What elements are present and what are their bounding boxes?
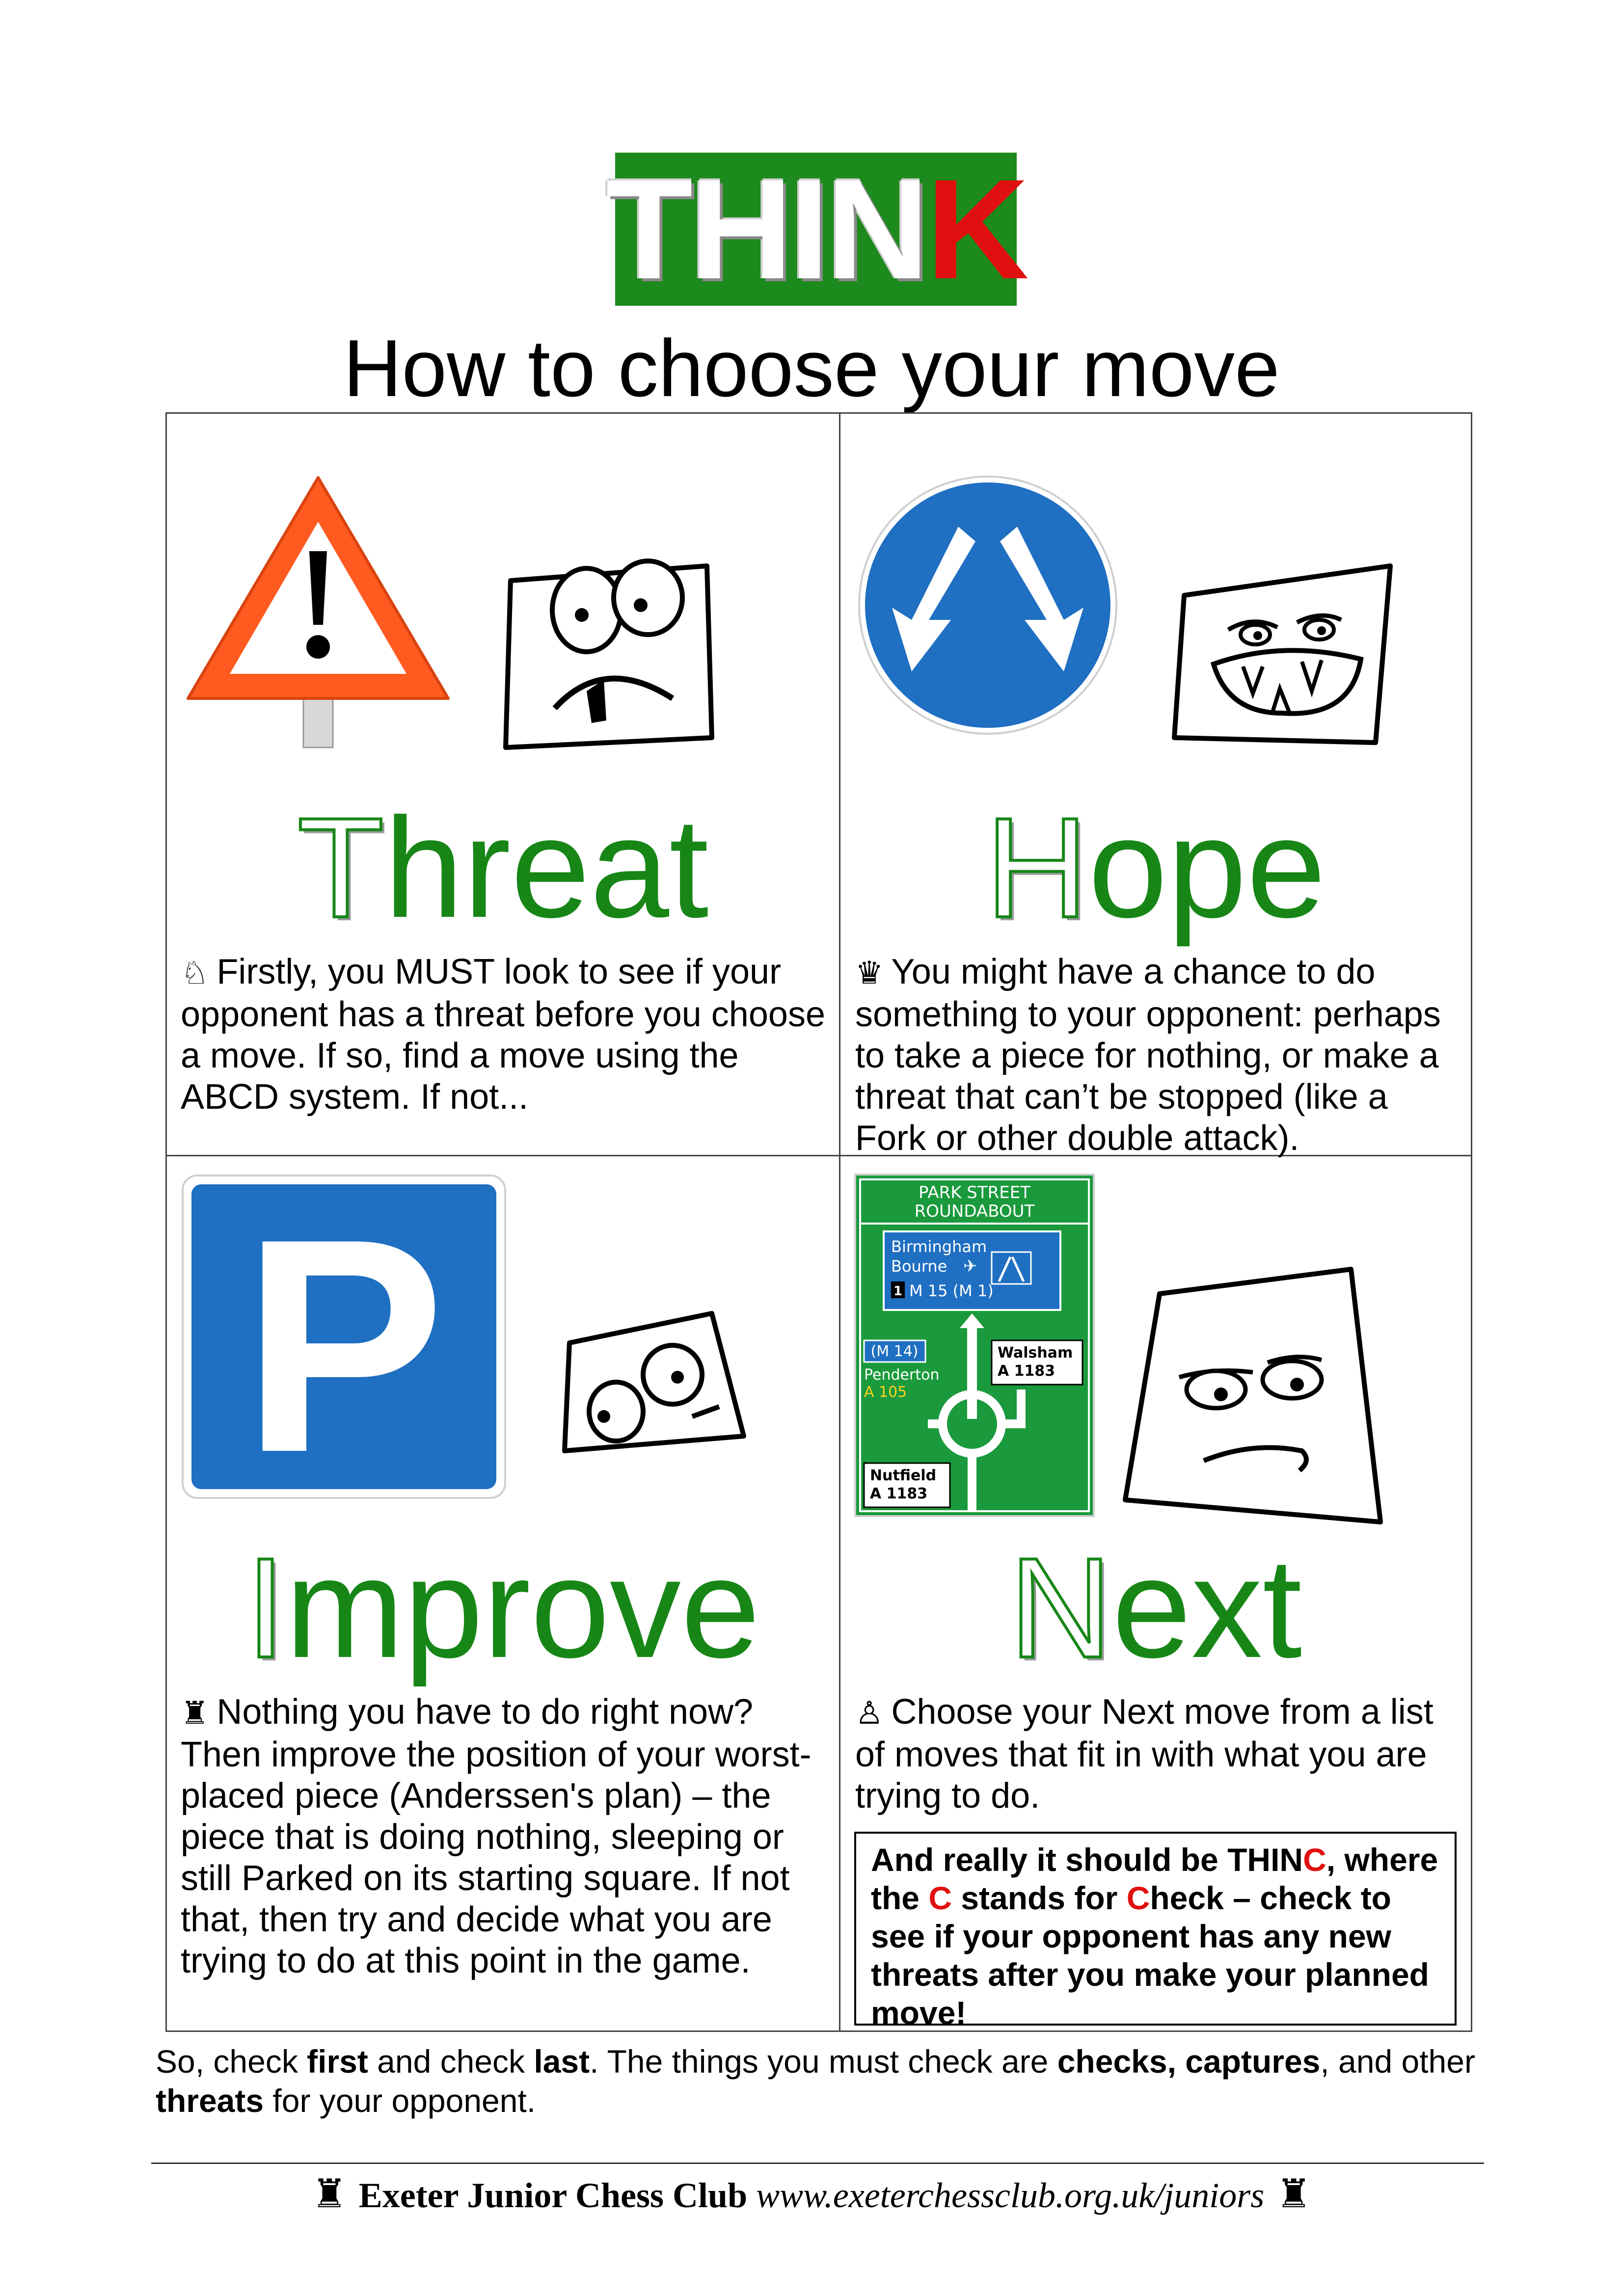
road-direction-sign-icon: [854, 1174, 1095, 1517]
sign-header-line2: ROUNDABOUT: [914, 1201, 1035, 1221]
summary-bold-threats: threats: [156, 2082, 264, 2119]
club-name: Exeter Junior Chess Club: [358, 2176, 748, 2215]
next-text: Choose your Next move from a list of moves that fit in with what you are trying to do.: [855, 1692, 1434, 1815]
callout-text-2: , where the: [871, 1842, 1438, 1916]
summary-part: So, check: [156, 2043, 307, 2080]
sign-route-number: 1: [893, 1284, 903, 1299]
section-initial: N: [1009, 1528, 1112, 1687]
logo-text: [606, 150, 1027, 309]
improve-text: Nothing you have to do right now? Then improve the position of your worst-placed piece (Anderssen's plan) – the piece that is doing nothing, sleeping or still Parked on its starting square. If not that, then try and decide what you are trying to do at this point in the game.: [181, 1692, 812, 1980]
sign-dest-penderton: Penderton: [864, 1366, 940, 1384]
summary-part: , and other: [1320, 2043, 1475, 2080]
callout-red-c-1: C: [1303, 1842, 1326, 1878]
callout-red-c-3: C: [1126, 1880, 1150, 1916]
queen-icon: ♛: [855, 955, 884, 991]
rook-icon: ♜: [181, 1695, 209, 1732]
summary-bold-first: first: [307, 2043, 368, 2080]
summary-paragraph: [156, 2042, 1481, 2120]
grinning-face-doodle: [1155, 556, 1410, 762]
cell-hope: [840, 414, 1471, 1158]
club-footer: [0, 2172, 1623, 2217]
summary-part: and check: [368, 2043, 534, 2080]
sign-route-m15: M 15 (M 1): [909, 1281, 994, 1300]
hope-description: [855, 951, 1464, 1159]
keep-left-right-sign-icon: [855, 473, 1120, 738]
threat-text: Firstly, you MUST look to see if your opponent has a threat before you choose a move. If so, find a move using the ABCD system. If not...: [181, 952, 825, 1117]
logo-main: THIN: [606, 150, 926, 309]
next-description: [855, 1691, 1464, 1816]
section-initial: H: [985, 788, 1088, 947]
thinking-face-doodle: [1106, 1255, 1420, 1529]
sleepy-face-doodle: [550, 1304, 756, 1466]
threat-description: [181, 951, 829, 1118]
sign-dest-birmingham: Birmingham: [891, 1237, 987, 1256]
callout-red-c-2: C: [928, 1880, 952, 1916]
airport-icon: ✈: [963, 1256, 977, 1276]
callout-text-1: And really it should be THIN: [871, 1842, 1303, 1878]
sign-header-line1: PARK STREET: [918, 1183, 1031, 1202]
cell-threat: [167, 414, 839, 1155]
section-word-improve: [167, 1528, 839, 1687]
section-rest: hreat: [384, 788, 709, 947]
think-grid: [165, 412, 1472, 2032]
summary-part: . The things you must check are: [590, 2043, 1057, 2080]
callout-text-3: stands for: [952, 1880, 1127, 1916]
page-subtitle: How to choose your move: [343, 323, 1280, 413]
cell-improve: [167, 1156, 839, 2030]
sign-route-a1183-right: A 1183: [998, 1362, 1055, 1380]
section-initial: I: [245, 1528, 286, 1687]
improve-description: [181, 1691, 819, 1981]
rook-icon-left: ♜: [311, 2171, 347, 2216]
rook-icon-right: ♜: [1276, 2171, 1312, 2216]
sign-m14: (M 14): [870, 1343, 919, 1360]
sign-route-a1183-bottom: A 1183: [870, 1485, 928, 1502]
hope-text: You might have a chance to do something to your opponent: perhaps to take a piece for nothing, or make a threat that can’t be stopped (like a Fork or other double attack).: [855, 952, 1441, 1158]
summary-bold-last: last: [534, 2043, 590, 2080]
section-word-threat: [167, 788, 839, 947]
section-initial: T: [297, 788, 384, 947]
summary-part: for your opponent.: [264, 2082, 536, 2119]
sign-dest-nutfield: Nutfield: [870, 1467, 937, 1484]
thinc-check-callout: [854, 1832, 1457, 2031]
summary-bold-checks-captures: checks, captures: [1057, 2043, 1321, 2080]
parking-sign-icon: [181, 1174, 507, 1500]
callout-text-4: heck – check to see if your opponent has any new threats after you make your planned move!: [871, 1880, 1429, 2031]
sign-dest-bourne: Bourne: [891, 1257, 947, 1276]
think-logo: [606, 150, 1027, 309]
footer-divider: [151, 2163, 1484, 2164]
parking-letter: P: [242, 1176, 445, 1500]
section-rest: ext: [1112, 1528, 1302, 1687]
section-rest: mprove: [285, 1528, 760, 1687]
logo-last-letter: K: [926, 150, 1027, 309]
club-url[interactable]: www.exeterchessclub.org.uk/juniors: [756, 2176, 1265, 2215]
knight-icon: ♘: [181, 955, 209, 991]
worried-face-doodle: [481, 551, 727, 757]
sign-route-a105: A 105: [864, 1384, 907, 1401]
section-word-hope: [840, 788, 1471, 947]
warning-sign-icon: [181, 468, 456, 752]
pawn-icon: ♙: [855, 1695, 884, 1732]
section-rest: ope: [1088, 788, 1326, 947]
section-word-next: [840, 1528, 1471, 1687]
sign-dest-walsham: Walsham: [998, 1344, 1073, 1362]
